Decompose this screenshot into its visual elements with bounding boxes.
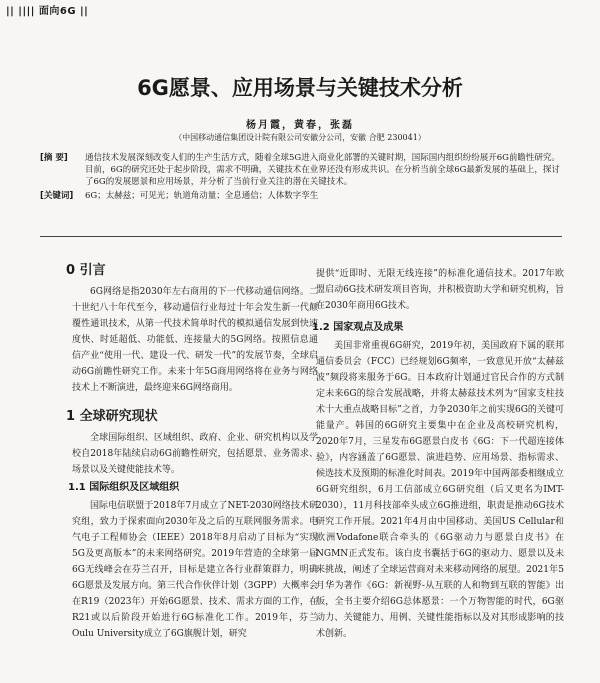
divider bbox=[40, 236, 562, 237]
subsection-heading-1-1: 1.1 国际组织及区域组织 bbox=[68, 482, 180, 493]
abstract-text: 通信技术发展深刻改变人们的生产生活方式，随着全球5G进入商业化部署的关键时期，国际国内组织纷纷展开6G前瞻性研究。目前，6G的研究还处于起步阶段，需求不明确，关键技术在业界还没有形成共识。在分析当前全球6G最新发展的基础上，探讨了6G的发展愿景和应用场景，并分析了当前行业关注的潜在关键技术。 bbox=[85, 153, 560, 187]
keywords-label: [关键词] bbox=[40, 191, 74, 201]
abstract-block bbox=[40, 152, 562, 204]
continued-paragraph: 提供“近即时、无限无线连接”的标准化通信技术。2017年欧盟启动6G技术研发项目咨询，并积极资助大学和研究机构，旨在2030年商用6G技术。 bbox=[316, 269, 564, 311]
subsection-1-1-paragraph: 国际电信联盟于2018年7月成立了NET-2030网络技术研究组，致力于探索面向2030年及之后的互联网服务需求。电气电子工程师协会（IEEE）2018年8月启动了目标为“实现5G及更高版本”的未来网络研究。2019年营造的全球第一届6G无线峰会在芬兰召开，目标是建立各行业群策群力，明确6G愿景及发展方向。第三代合作伙伴计划（3GPP）大概率会在R19（2023年）开始6G愿景、技术、需求方面的工作，在R21或以后阶段开始进行6G标准化工作。2019年，芬兰Oulu University成立了6G旗舰计划，研究 bbox=[72, 501, 318, 639]
subsection-1-2-paragraph: 美国非常重视6G研究，2019年初，美国政府下属的联邦通信委员会（FCC）已经规划6G频率，一致意见开放“太赫兹波”频段将来服务于6G。日本政府计划通过官民合作的方式制定未来6G的综合发展战略，并将太赫兹技术列为“国家支柱技术十大重点战略目标”之首，力争2030年之前实现6G的关键可能量产。韩国的6G研究主要集中在企业及高校研究机构，2020年7月，三星发布6G愿景白皮书《6G：下一代超连接体验》，内容涵盖了6G愿景、演进趋势、应用场景、指标需求、候选技术及预期的标准化时间表。2019年中国两部委相继成立6G研究组织，6月工信部成立6G研究组（后又更名为IMT-2030），11月科技部牵头成立6G推进组，职责是推动6G技术研究工作开展。2021年4月由中国移动、美国US Cellular和欧洲Vodafone联合牵头的《6G驱动力与愿景白皮书》在NGMN正式发布。该白皮书囊括于6G的驱动力、愿景以及未来挑战，阐述了全球运营商对未来移动网络的展望。2021年5月华为著作《6G：新视野-从互联的人和物到互联的智能》出版，全书主要介绍6G总体愿景：一个万物智能的时代，6G驱动力、关键能力、用例、关键性能指标以及对其形成影响的技术创新。 bbox=[316, 341, 564, 639]
abstract-row bbox=[40, 152, 562, 188]
page-title: 6G愿景、应用场景与关键技术分析 bbox=[137, 76, 463, 100]
keywords-text: 6G；太赫兹；可见光；轨道角动量；全息通信；人体数字孪生 bbox=[85, 191, 319, 201]
global-paragraph: 全球国际组织、区域组织、政府、企业、研究机构以及学校自2018年陆续启动6G前瞻性研究，包括愿景、业务需求、场景以及关键使能技术等。 bbox=[72, 433, 318, 475]
right-column bbox=[312, 266, 564, 642]
section-heading-intro: 0 引言 bbox=[66, 263, 106, 278]
keywords-row bbox=[40, 190, 562, 202]
section-heading-global: 1 全球研究现状 bbox=[66, 409, 158, 424]
subsection-heading-1-2: 1.2 国家观点及成果 bbox=[312, 322, 404, 333]
intro-paragraph: 6G网络是指2030年左右商用的下一代移动通信网络。二十世纪八十年代至今，移动通信行业每过十年会发生新一代颠覆性通讯技术，从第一代技术简单时代的模拟通信发展到快速度快、时延超低、功能低、连接量大的5G网络。按照信息通信产业“使用一代、建设一代、研发一代”的发展节奏，全球启动6G前瞻性研究工作。未来十年5G商用网络将在业务与网络技术上不断演进，最终迎来6G网络商用。 bbox=[72, 287, 318, 393]
running-header: || |||| 面向6G || bbox=[6, 6, 89, 17]
affiliation: （中国移动通信集团设计院有限公司安徽分公司，安徽 合肥 230041） bbox=[174, 133, 426, 142]
left-column bbox=[66, 262, 318, 642]
authors: 杨月霞，黄春，张磊 bbox=[246, 120, 354, 131]
abstract-label: [摘 要] bbox=[40, 153, 68, 163]
